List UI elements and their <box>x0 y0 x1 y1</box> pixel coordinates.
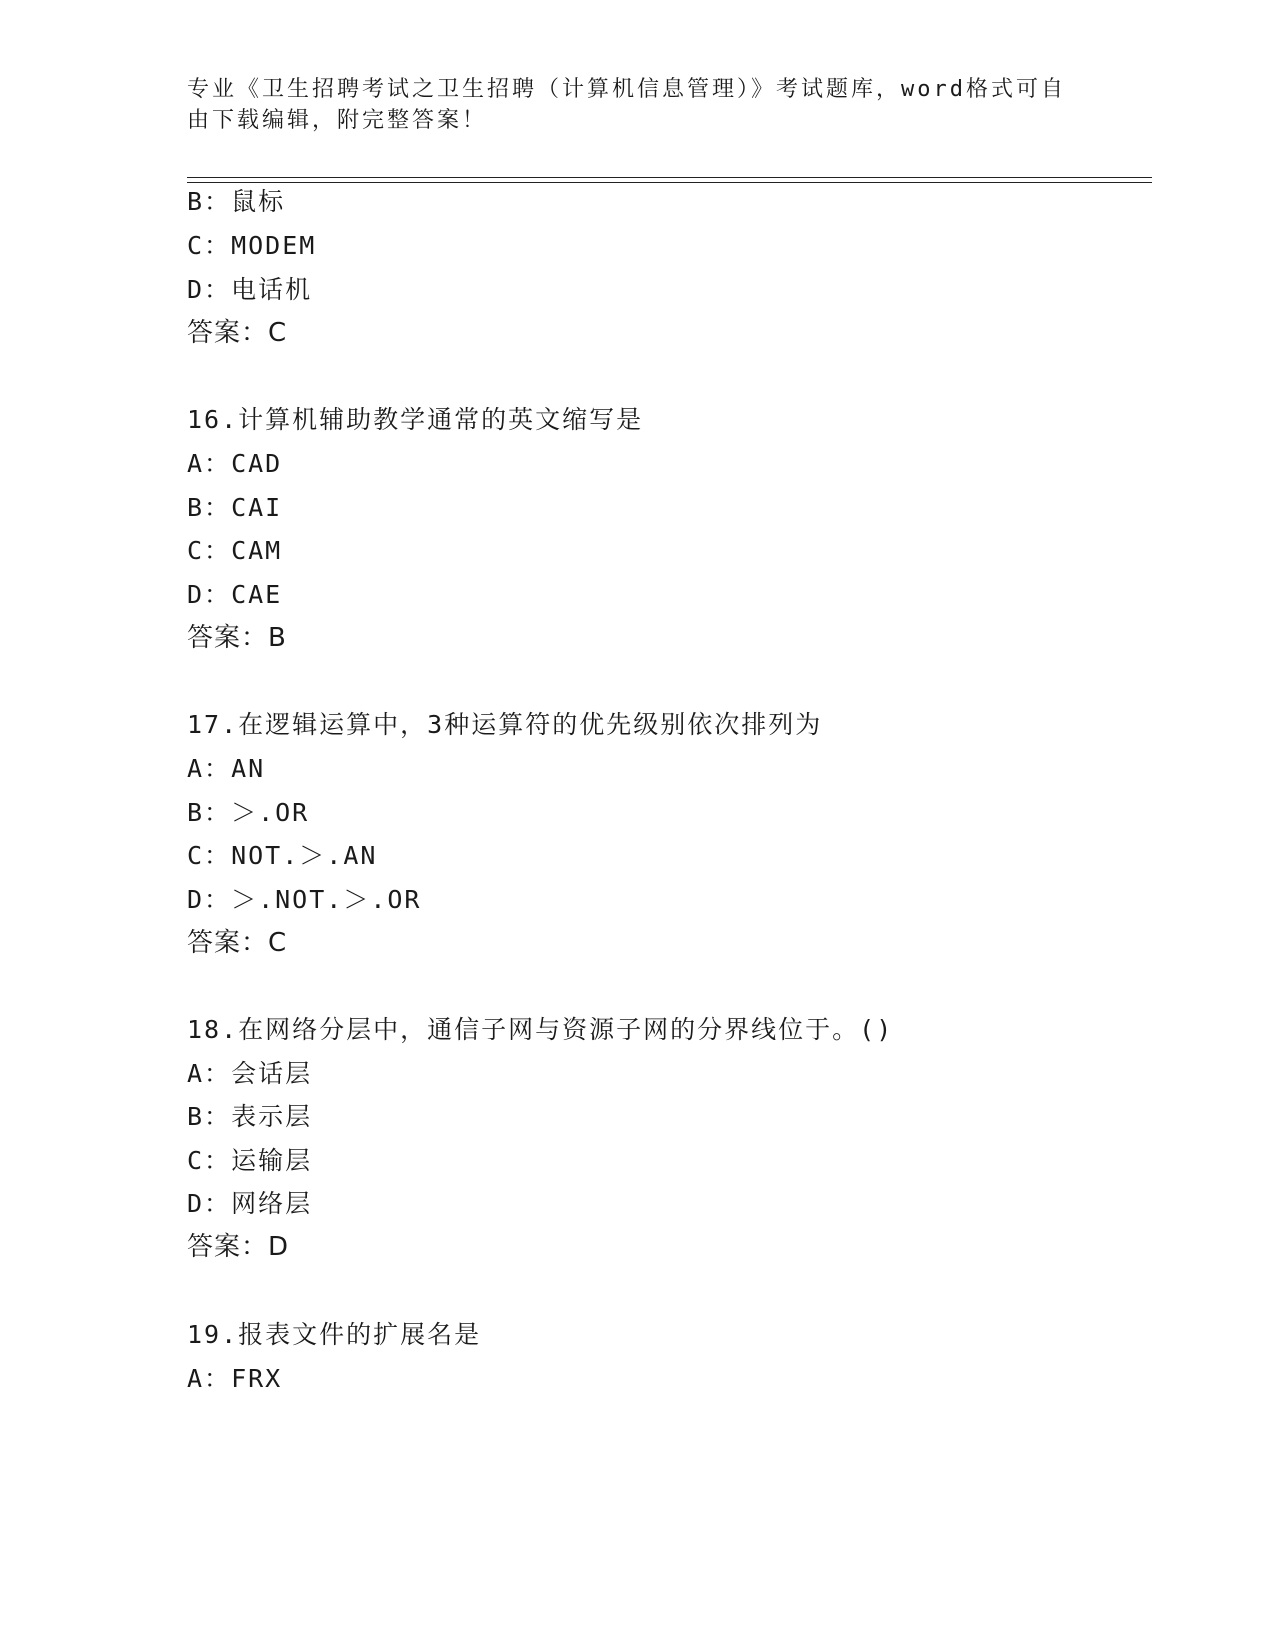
option-text: 表示层 <box>231 1102 313 1131</box>
q17-option-a <box>187 754 265 784</box>
option-text: CAD <box>231 449 283 478</box>
q15-answer: 答案：C <box>187 318 288 348</box>
option-text: CAM <box>231 536 283 565</box>
option-label: B： <box>187 493 232 522</box>
q18-option-b <box>187 1102 312 1132</box>
q16-option-b <box>187 493 282 523</box>
q19-question: 19.报表文件的扩展名是 <box>187 1320 482 1349</box>
header-divider-bottom <box>187 182 1152 183</box>
q16-option-c <box>187 536 282 566</box>
q18-question: 18.在网络分层中，通信子网与资源子网的分界线位于。() <box>187 1015 894 1044</box>
option-label: B： <box>187 1102 232 1131</box>
option-label: D： <box>187 275 232 304</box>
option-label: C： <box>187 231 232 260</box>
q17-option-d <box>187 885 421 915</box>
q18-option-c <box>187 1146 312 1176</box>
option-label: A： <box>187 1364 232 1393</box>
option-text: CAI <box>231 493 283 522</box>
q15-option-c <box>187 231 316 261</box>
option-label: C： <box>187 841 232 870</box>
option-text: 网络层 <box>231 1189 313 1218</box>
q18-option-d <box>187 1189 312 1219</box>
option-label: A： <box>187 449 232 478</box>
q17-answer: 答案：C <box>187 928 288 958</box>
q15-option-b <box>187 187 285 217</box>
document-header <box>187 74 1067 136</box>
option-label: B： <box>187 187 232 216</box>
option-text: FRX <box>231 1364 283 1393</box>
q17-question: 17.在逻辑运算中，3种运算符的优先级别依次排列为 <box>187 710 823 739</box>
option-label: A： <box>187 1059 232 1088</box>
q16-question: 16.计算机辅助教学通常的英文缩写是 <box>187 405 644 434</box>
header-divider-top <box>187 177 1152 178</box>
option-text: AN <box>231 754 266 783</box>
option-text: ＞.OR <box>231 798 310 827</box>
option-label: C： <box>187 1146 232 1175</box>
option-label: D： <box>187 1189 232 1218</box>
option-text: MODEM <box>231 231 317 260</box>
header-line-1: 专业《卫生招聘考试之卫生招聘（计算机信息管理）》考试题库，word格式可自 <box>187 77 1066 102</box>
option-label: D： <box>187 885 232 914</box>
q17-option-c <box>187 841 377 871</box>
option-text: 电话机 <box>231 275 313 304</box>
header-line-2: 由下载编辑，附完整答案！ <box>187 108 488 133</box>
option-text: 会话层 <box>231 1059 313 1088</box>
option-text: 鼠标 <box>231 187 286 216</box>
q16-answer: 答案：B <box>187 623 287 653</box>
option-label: B： <box>187 798 232 827</box>
option-label: D： <box>187 580 232 609</box>
q17-option-b <box>187 798 309 828</box>
q15-option-d <box>187 275 312 305</box>
option-text: 运输层 <box>231 1146 313 1175</box>
option-text: ＞.NOT.＞.OR <box>231 885 422 914</box>
option-text: CAE <box>231 580 283 609</box>
q19-option-a <box>187 1364 282 1394</box>
option-label: A： <box>187 754 232 783</box>
q18-answer: 答案：D <box>187 1232 290 1262</box>
q16-option-a <box>187 449 282 479</box>
option-text: NOT.＞.AN <box>231 841 378 870</box>
option-label: C： <box>187 536 232 565</box>
q18-option-a <box>187 1059 312 1089</box>
q16-option-d <box>187 580 282 610</box>
